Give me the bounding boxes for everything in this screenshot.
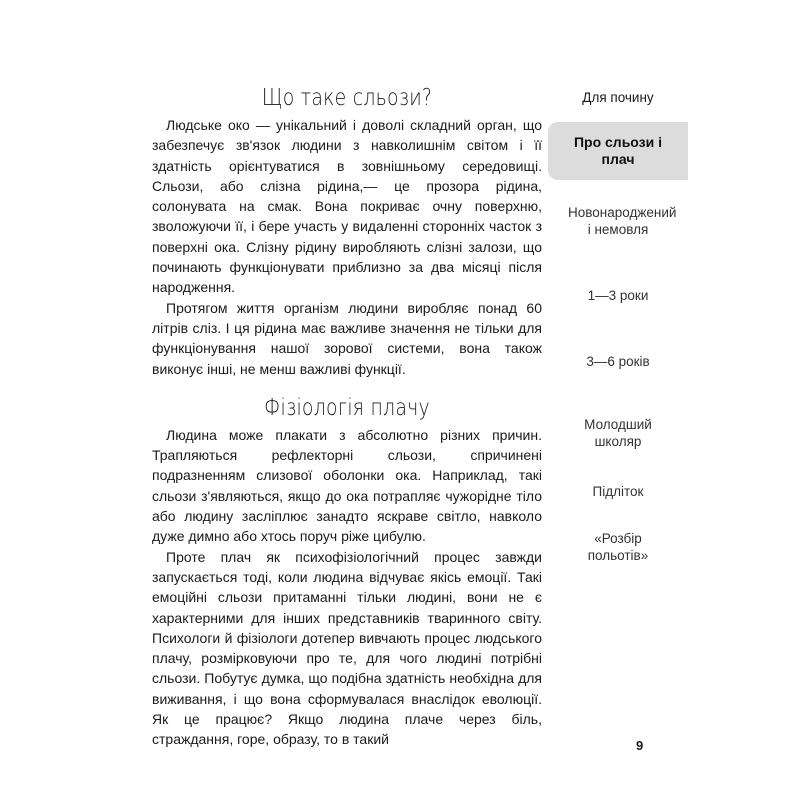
paragraph: Людське око — унікальний і доволі складний орган, що забезпечує зв'язок людини з навколишнім світом і її здатність орієнтуватися в зовнішньому середовищі. Сльози, або слізна рідина,— це прозора рідина, солонувата на смак. Вона покриває очну поверхню, зволожуючи її, і бере участь у видаленні сторонніх часток з поверхні ока. Слізну рідину виробляють слізні залози, що починають функціонувати приблизно за два місяці після народження. bbox=[152, 117, 542, 296]
main-text-column bbox=[152, 85, 542, 750]
sidebar-item-schoolchild[interactable]: Молодший школяр bbox=[584, 417, 652, 449]
sidebar-item-1-3[interactable]: 1—3 роки bbox=[587, 288, 649, 303]
paragraph: Людина може плакати з абсолютно різних причин. Трапляються рефлекторні сльози, спричинені подразненням слизової оболонки ока. Наприклад, такі сльози з'являються, якщо до ока потрапляє чужорідне тіло або людину засліплює занадто яскраве світло, навколо дуже димно або хтось поруч ріже цибулю. bbox=[152, 426, 542, 545]
sidebar-item-active[interactable] bbox=[548, 122, 688, 180]
sidebar-item-review[interactable]: «Розбір польотів» bbox=[587, 531, 649, 563]
section-title-physiology: Фізіологія плачу bbox=[264, 394, 430, 421]
section-title-tears: Що таке сльози? bbox=[261, 85, 433, 111]
sidebar-item-teen[interactable]: Підліток bbox=[592, 484, 644, 499]
paragraph: Проте плач як психофізіологічний процес завжди запускається тоді, коли людина відчуває якісь емоції. Такі емоційні сльози притаманні тільки людині, вони не є характерними для інших представників тваринного світу. Психологи й фізіологи дотепер вивчають процес людського плачу, розмірковуючи про те, для чого людині потрібні сльози. Побутує думка, що подібна здатність необхідна для виживання, і що вона сформувалася внаслідок еволюції. Як це працює? Якщо людина плаче через біль, страждання, горе, образу, то в такий bbox=[152, 548, 542, 748]
sidebar-item-3-6[interactable]: 3—6 років bbox=[586, 354, 650, 369]
paragraph: Протягом життя організм людини виробляє понад 60 літрів сліз. І ця рідина має важливе значення не тільки для функціонування нашої зорової системи, вона також виконує інші, не менш важливі функції. bbox=[152, 299, 542, 377]
sidebar-item-newborn[interactable]: Новонароджений і немовля bbox=[568, 205, 677, 237]
sidebar-active-label: Про сльози і плач bbox=[573, 134, 663, 167]
sidebar-item-intro[interactable]: Для почину bbox=[582, 90, 654, 105]
page-number: 9 bbox=[636, 738, 644, 753]
